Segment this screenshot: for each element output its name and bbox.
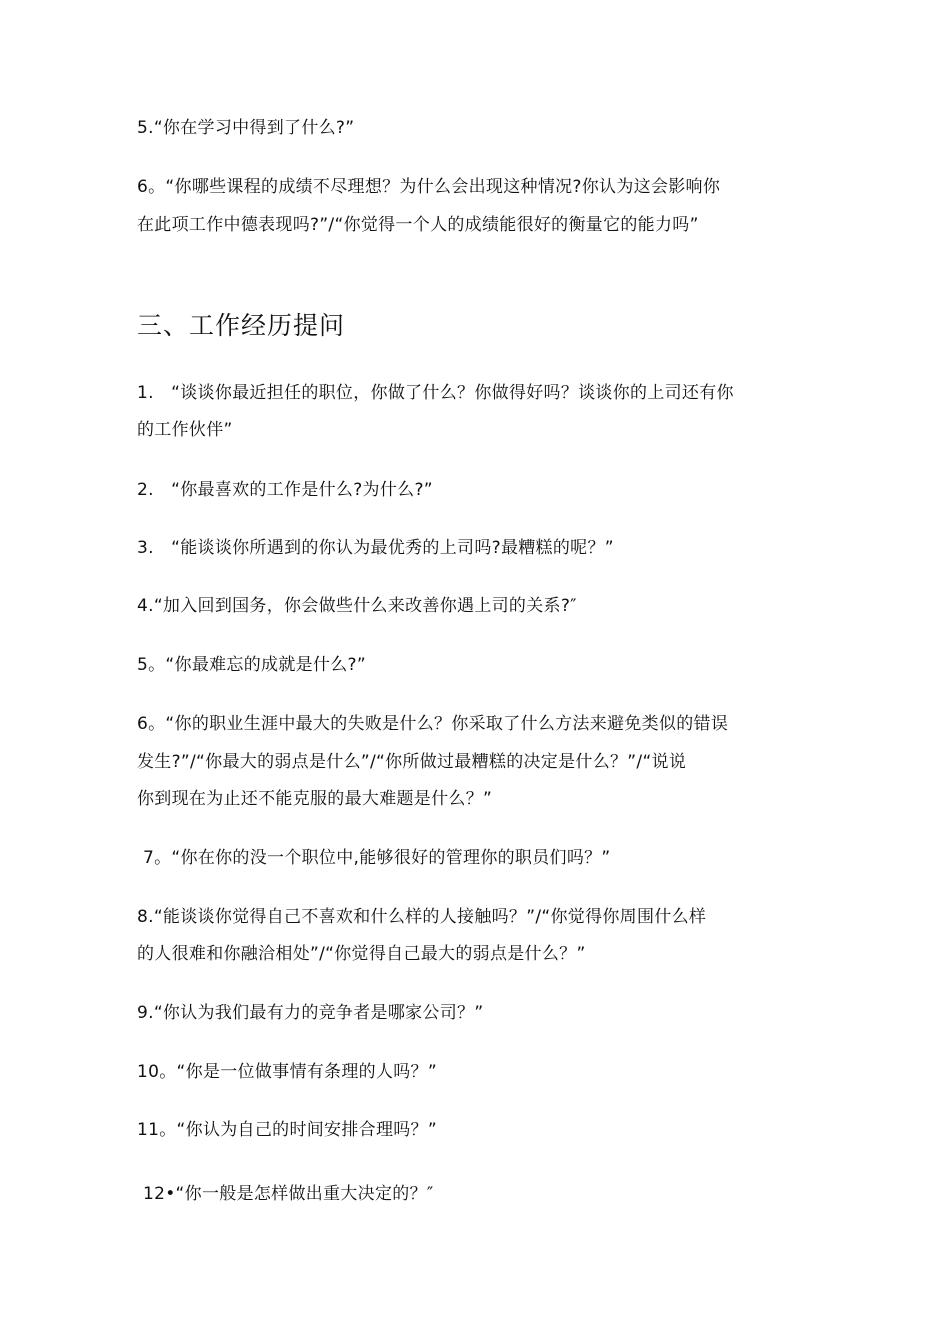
section-item-8-line-1: 8.“能谈谈你觉得自己不喜欢和什么样的人接触吗？”/“你觉得你周围什么样 (137, 907, 707, 927)
section-item-8-line-2: 的人很难和你融洽相处”/“你觉得自己最大的弱点是什么？” (137, 944, 586, 964)
section-item-9-line-1: 9.“你认为我们最有力的竞争者是哪家公司？” (137, 1003, 484, 1023)
section-item-6-line-3: 你到现在为止还不能克服的最大难题是什么？” (137, 789, 493, 809)
section-item-7-line-1: 7。“你在你的没一个职位中,能够很好的管理你的职员们吗？” (143, 848, 611, 868)
section-heading: 三、工作经历提问 (137, 311, 346, 340)
section-item-2-line-1: 2. “你最喜欢的工作是什么?为什么?” (137, 480, 433, 500)
section-item-1-line-2: 的工作伙伴” (137, 420, 233, 440)
section-item-3-line-1: 3. “能谈谈你所遇到的你认为最优秀的上司吗?最糟糕的呢？” (137, 538, 614, 558)
section-item-6-line-1: 6。“你的职业生涯中最大的失败是什么？你采取了什么方法来避免类似的错误 (137, 714, 729, 734)
top-item-6-line-2: 在此项工作中德表现吗?”/“你觉得一个人的成绩能很好的衡量它的能力吗” (137, 215, 699, 235)
section-item-5-line-1: 5。“你最难忘的成就是什么?” (137, 655, 366, 675)
top-item-6-line-1: 6。“你哪些课程的成绩不尽理想？为什么会出现这种情况?你认为这会影响你 (137, 177, 721, 197)
section-item-11-line-1: 11。“你认为自己的时间安排合理吗？” (137, 1120, 437, 1140)
section-item-1-line-1: 1. “谈谈你最近担任的职位，你做了什么？你做得好吗？谈谈你的上司还有你 (137, 383, 734, 403)
section-item-12-line-1: 12•“你一般是怎样做出重大决定的？″ (143, 1184, 434, 1204)
section-item-6-line-2: 发生?”/“你最大的弱点是什么”/“你所做过最糟糕的决定是什么？”/“说说 (137, 752, 687, 772)
section-item-4-line-1: 4.“加入回到国务，你会做些什么来改善你遇上司的关系?″ (137, 596, 577, 616)
top-item-5-line-1: 5.“你在学习中得到了什么?” (137, 118, 355, 138)
section-item-10-line-1: 10。“你是一位做事情有条理的人吗？” (137, 1062, 437, 1082)
